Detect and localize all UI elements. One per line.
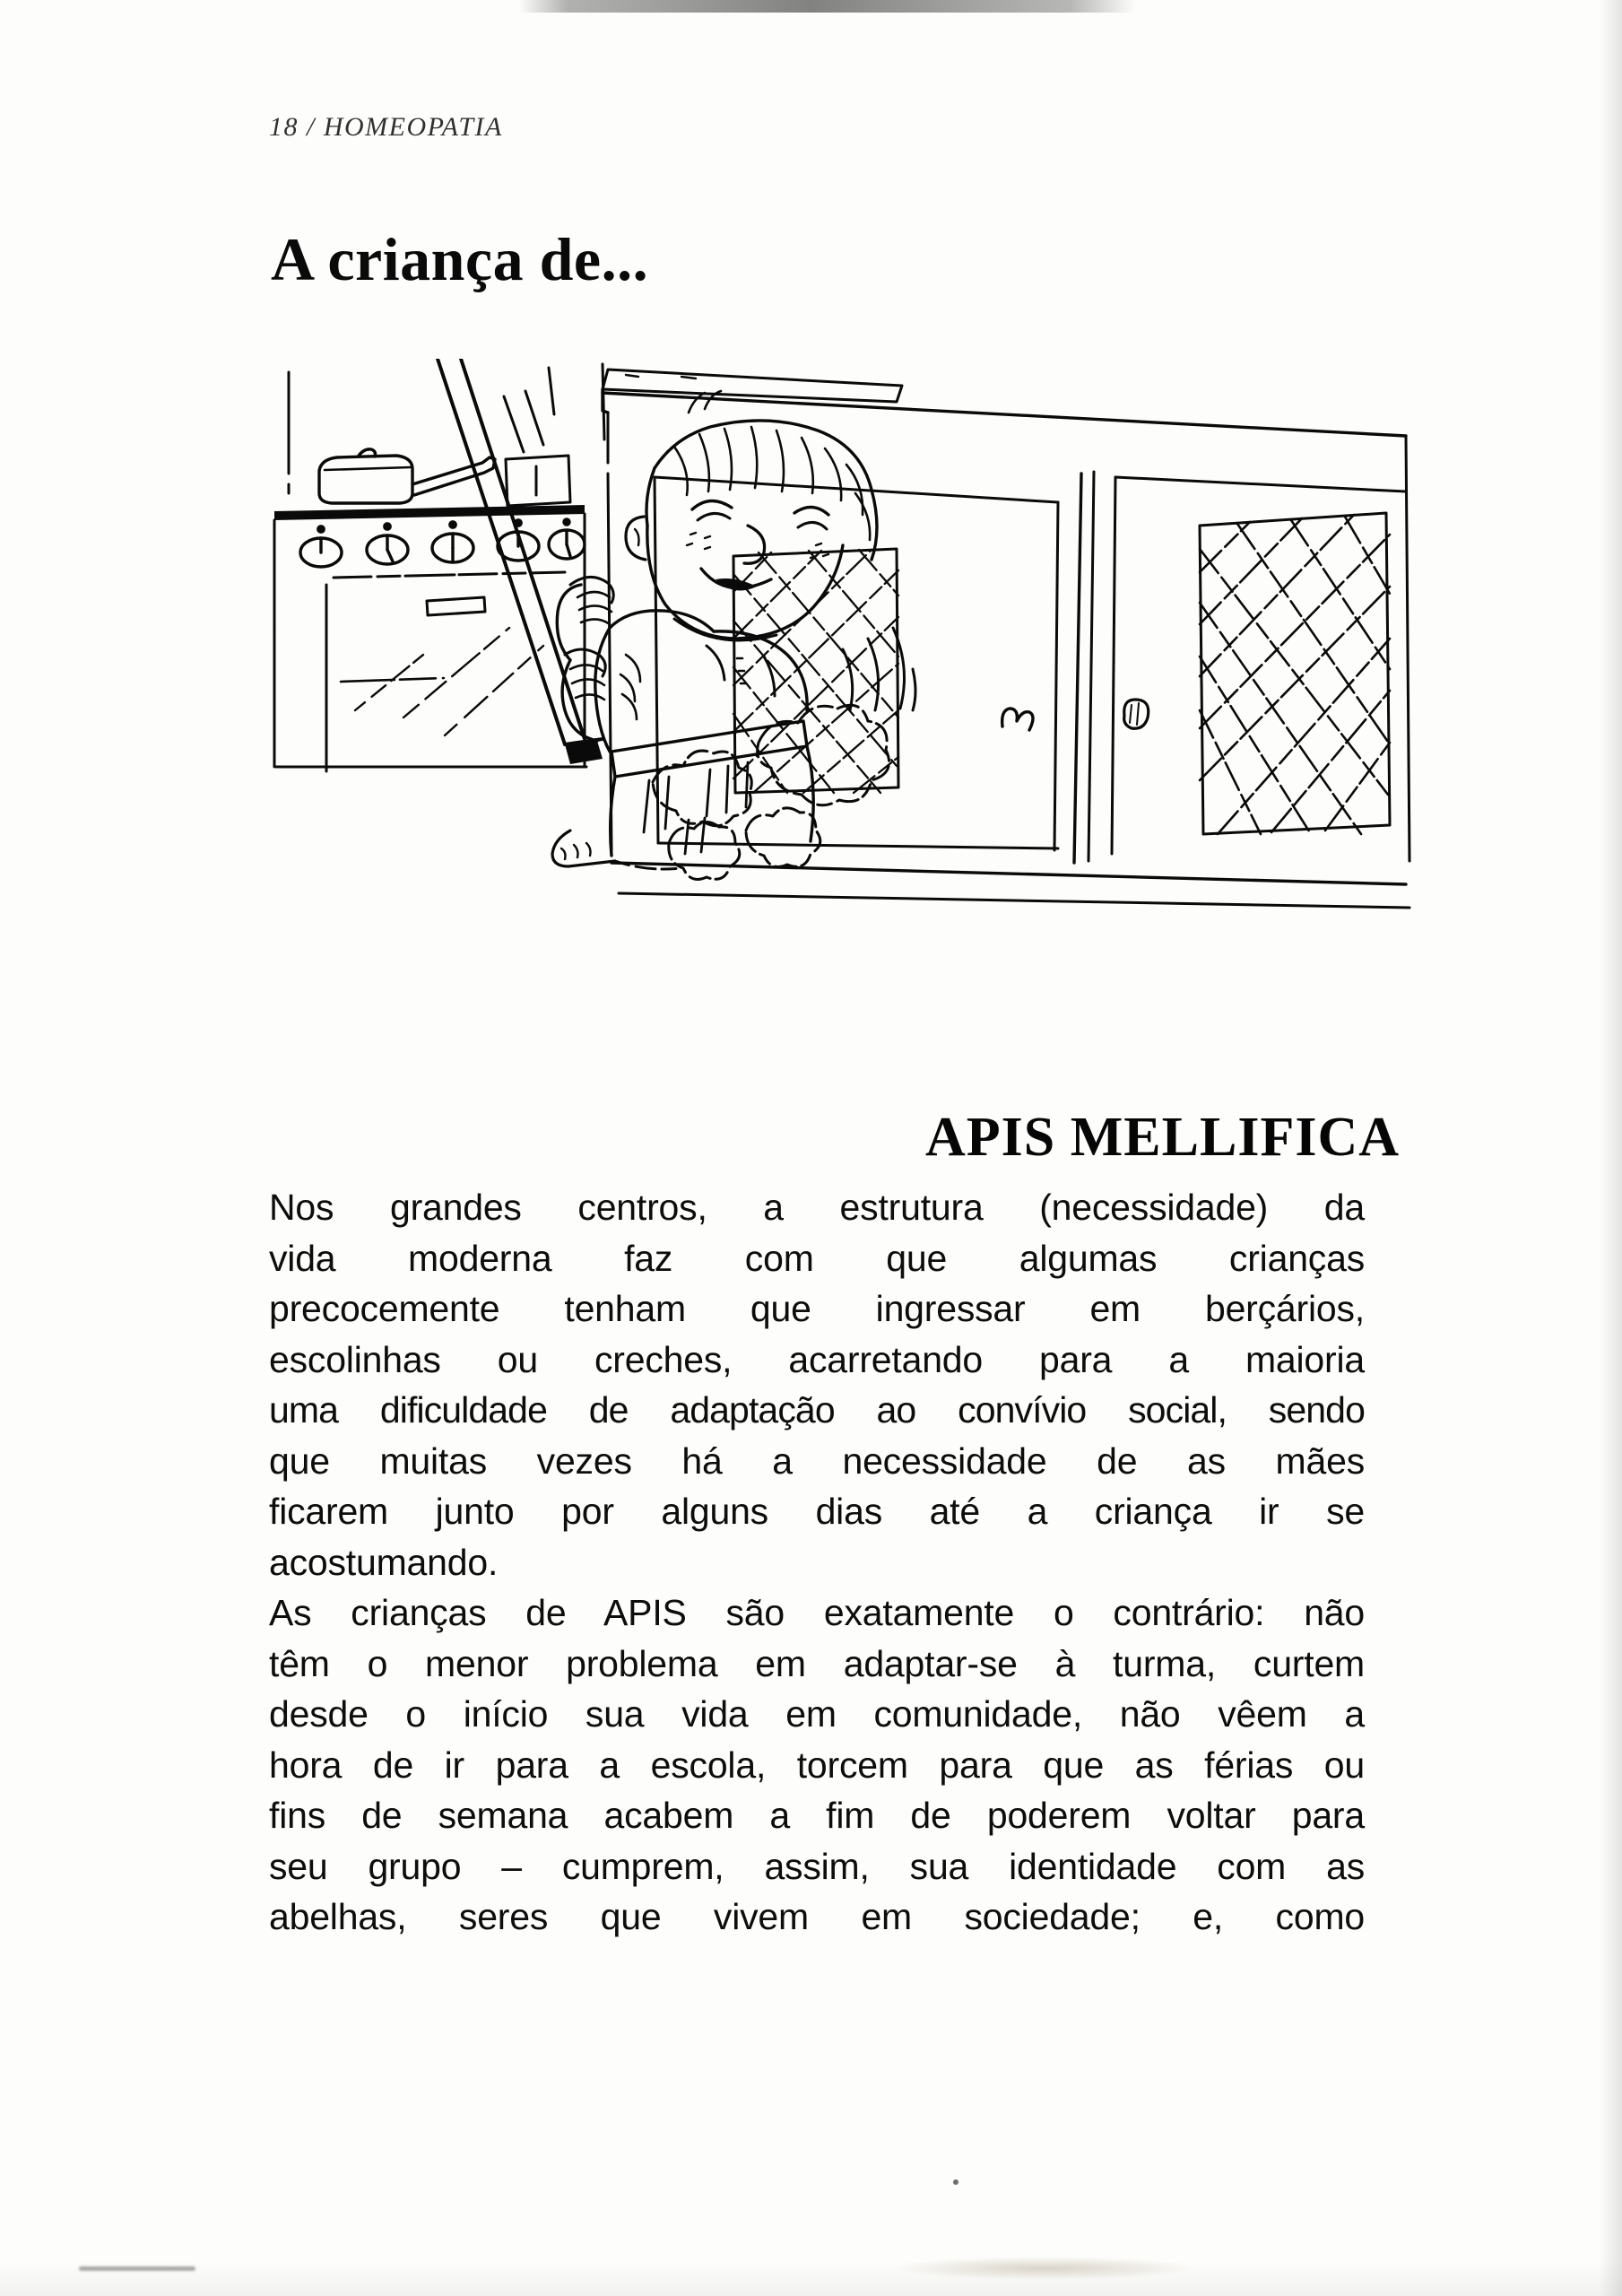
remedy-heading: APIS MELLIFICA: [924, 1107, 1400, 1169]
text-line: vida moderna faz com que algumas crianças: [269, 1237, 1365, 1279]
cabinet-right-door: [1112, 477, 1406, 854]
paragraph-2: [269, 1587, 1365, 1943]
scan-smudge-bottom-center: [897, 2257, 1193, 2280]
boy-with-broom-icon: [438, 359, 915, 869]
scan-edge-artifact-bottom: [0, 2260, 1622, 2296]
body-text: [269, 1182, 1365, 1943]
stove-knobs-icon: [300, 519, 585, 567]
text-line: ficarem junto por alguns dias até a criança ir se: [269, 1491, 1365, 1532]
cabinet-knob-right: [1124, 700, 1149, 728]
scan-edge-artifact-top: [0, 0, 1622, 13]
text-line: têm o menor problema em adaptar-se à turma, curtem: [269, 1642, 1365, 1684]
text-line: Nos grandes centros, a estrutura (necessidade) da: [269, 1187, 1365, 1228]
text-line: acostumando.: [269, 1541, 499, 1583]
text-line: hora de ir para a escola, torcem para que as férias ou: [269, 1744, 1365, 1786]
text-line: abelhas, seres que vivem em sociedade; e, como: [269, 1896, 1365, 1937]
text-line: que muitas vezes há a necessidade de as mães: [269, 1439, 1365, 1482]
text-line: seu grupo – cumprem, assim, sua identidade com as: [269, 1845, 1365, 1887]
running-head: 18 / HOMEOPATIA: [269, 112, 503, 142]
text-line: As crianças de APIS são exatamente o contrário: não: [269, 1592, 1365, 1633]
scan-speck: [953, 2179, 958, 2185]
scan-edge-artifact-right: [1599, 0, 1622, 2296]
scan-smudge-bottom-left: [79, 2266, 195, 2271]
cabinet-knob-left: [1002, 709, 1033, 730]
kitchen-illustration: [269, 359, 1444, 987]
text-line: desde o início sua vida em comunidade, não vêem a: [269, 1693, 1365, 1735]
hand-upper: [570, 577, 613, 624]
text-line: escolinhas ou creches, acarretando para a maioria: [269, 1338, 1365, 1380]
paragraph-1: [269, 1182, 1365, 1587]
text-line: precocemente tenham que ingressar em berçários,: [269, 1288, 1365, 1329]
text-line: fins de semana acabem a fim de poderem voltar para: [269, 1795, 1365, 1836]
cabinet-left-door: [655, 477, 1058, 850]
page-title: A criança de...: [271, 224, 649, 293]
text-line: uma dificuldade de adaptação ao convívio social, sendo: [269, 1389, 1365, 1431]
